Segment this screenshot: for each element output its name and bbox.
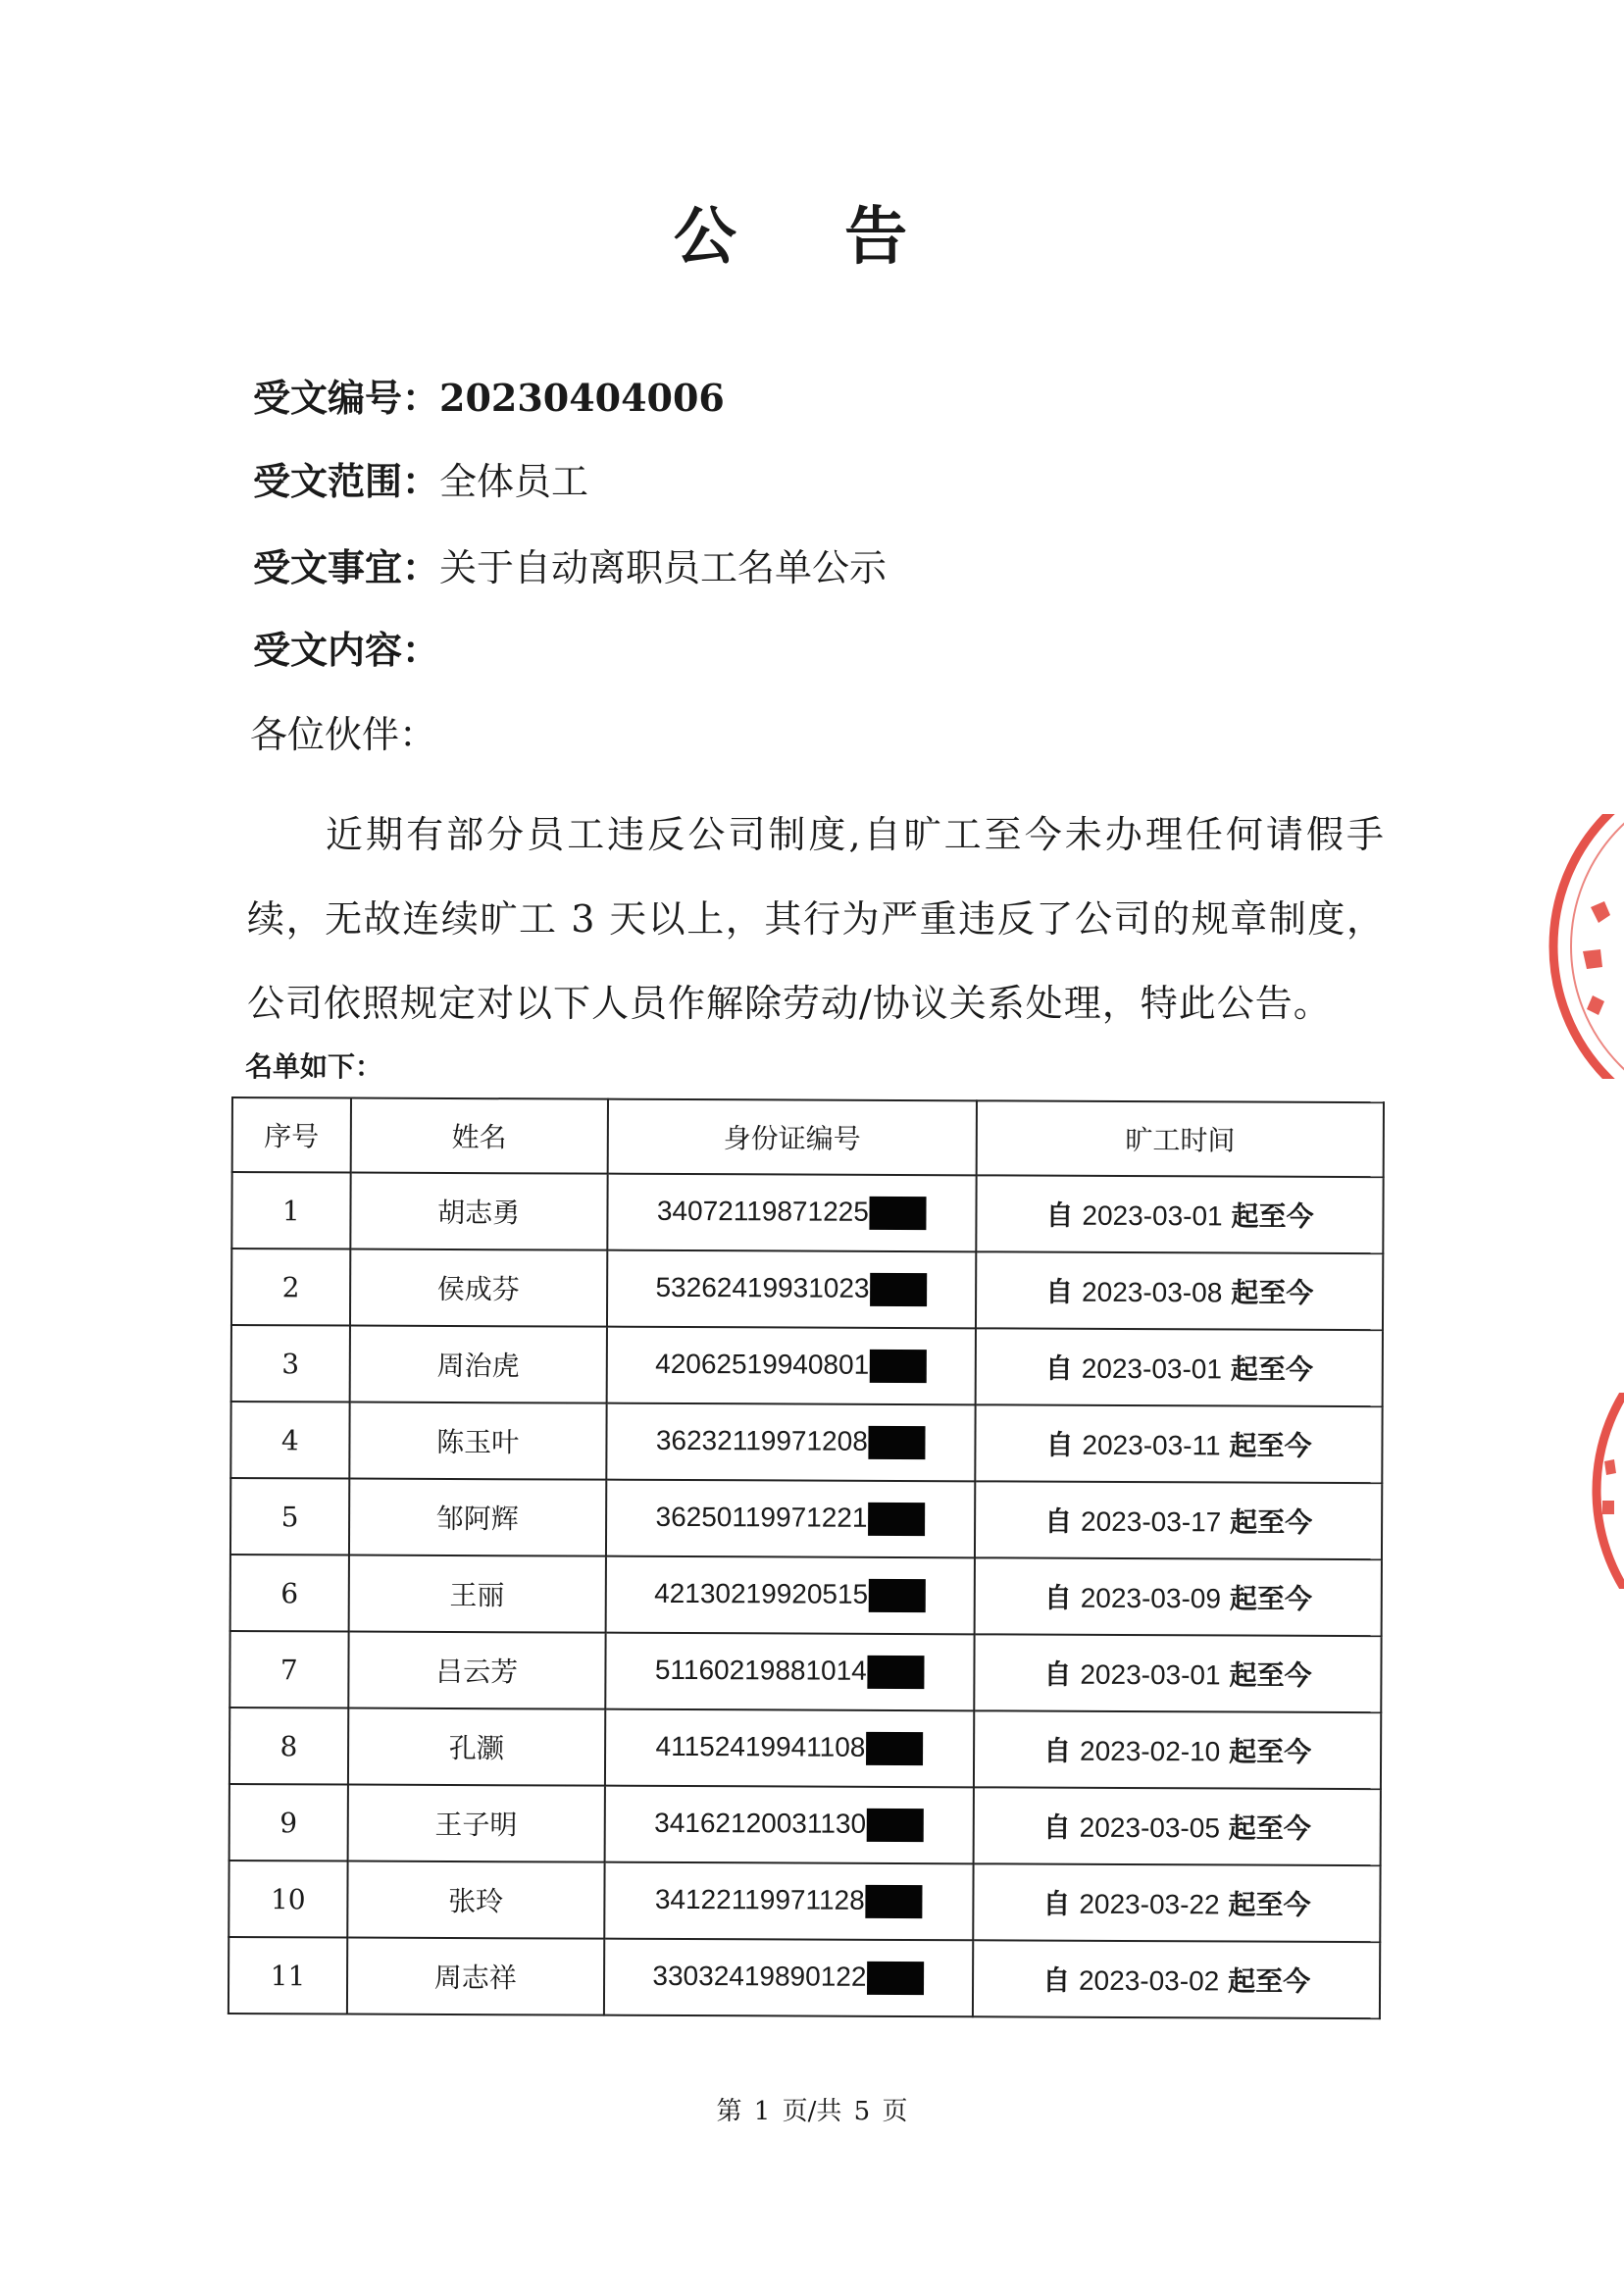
absence-time <box>975 1557 1382 1636</box>
time-prefix: 自 <box>1045 1428 1074 1461</box>
employee-name: 陈玉叶 <box>349 1402 606 1480</box>
table-row <box>231 1325 1383 1406</box>
table-row <box>228 1937 1380 2018</box>
time-suffix: 起至今 <box>1231 1276 1314 1309</box>
absence-time <box>976 1328 1383 1406</box>
table-row <box>231 1172 1383 1253</box>
absence-date: 2023-03-01 <box>1081 1352 1223 1385</box>
id-number-cell <box>607 1250 977 1329</box>
id-number-cell <box>606 1327 976 1405</box>
page-number: 第 1 页/共 5 页 <box>716 2097 908 2126</box>
table-body <box>228 1172 1384 2018</box>
header-absence-time: 旷工时间 <box>977 1100 1384 1177</box>
redaction-block <box>866 1732 923 1765</box>
header-number: 序号 <box>232 1097 351 1173</box>
absence-date: 2023-03-08 <box>1082 1276 1223 1308</box>
time-suffix: 起至今 <box>1228 1811 1311 1845</box>
absence-date: 2023-03-05 <box>1079 1811 1221 1844</box>
absence-date: 2023-03-09 <box>1080 1582 1222 1614</box>
absence-time <box>975 1481 1382 1559</box>
id-number: 53262419931023 <box>655 1271 870 1303</box>
subject-label: 受文事宜： <box>253 546 440 589</box>
doc-number-value: 20230404006 <box>439 376 725 420</box>
row-number: 9 <box>229 1784 348 1861</box>
row-number: 3 <box>231 1325 350 1402</box>
row-number: 7 <box>229 1631 348 1708</box>
time-suffix: 起至今 <box>1229 1429 1312 1462</box>
employee-name: 孔灏 <box>348 1708 605 1786</box>
time-prefix: 自 <box>1045 1198 1074 1232</box>
subject-value: 关于自动离职员工名单公示 <box>439 546 888 589</box>
scope-value: 全体员工 <box>439 460 589 503</box>
table-row <box>230 1555 1382 1636</box>
absence-time <box>976 1175 1383 1253</box>
id-number: 34162120031130 <box>654 1807 867 1839</box>
table-row <box>231 1249 1383 1330</box>
table-row <box>229 1708 1381 1789</box>
table-header-row <box>232 1097 1384 1177</box>
redaction-block <box>869 1579 926 1612</box>
redaction-block <box>870 1350 927 1383</box>
absence-time <box>974 1787 1381 1865</box>
absence-time <box>975 1404 1382 1483</box>
document-title: 公 告 <box>673 201 951 274</box>
table-row <box>230 1402 1382 1483</box>
company-seal-stamp <box>1544 814 1624 1079</box>
doc-number-field <box>253 368 725 422</box>
redaction-block <box>868 1503 925 1536</box>
time-prefix: 自 <box>1044 1504 1073 1538</box>
time-suffix: 起至今 <box>1231 1199 1314 1233</box>
table-row <box>229 1784 1381 1865</box>
absence-date: 2023-02-10 <box>1079 1735 1221 1767</box>
row-number: 8 <box>229 1708 348 1785</box>
content-field <box>253 620 439 674</box>
id-number-cell <box>606 1480 976 1558</box>
time-suffix: 起至今 <box>1230 1505 1313 1539</box>
time-suffix: 起至今 <box>1230 1352 1313 1386</box>
row-number: 2 <box>231 1249 350 1326</box>
employee-name: 吕云芳 <box>348 1632 605 1709</box>
row-number: 10 <box>228 1861 347 1938</box>
employee-name: 王子明 <box>347 1785 604 1862</box>
time-suffix: 起至今 <box>1229 1582 1312 1615</box>
scope-field <box>253 451 588 505</box>
doc-number-label: 受文编号： <box>253 377 440 420</box>
id-number: 34072119871225 <box>656 1195 869 1227</box>
redaction-block <box>870 1197 927 1230</box>
time-prefix: 自 <box>1042 1963 1071 1997</box>
time-prefix: 自 <box>1042 1887 1071 1920</box>
id-number-cell <box>605 1709 975 1788</box>
row-number: 1 <box>231 1172 350 1249</box>
absence-time <box>976 1251 1383 1330</box>
id-number: 51160219881014 <box>654 1654 867 1686</box>
redaction-block <box>866 1885 923 1918</box>
absence-date: 2023-03-22 <box>1079 1888 1220 1920</box>
id-number-cell <box>607 1174 977 1252</box>
id-number-cell <box>604 1939 974 2017</box>
time-prefix: 自 <box>1045 1275 1074 1308</box>
list-intro: 名单如下： <box>245 1050 383 1083</box>
absence-date: 2023-03-01 <box>1080 1658 1221 1691</box>
absence-date: 2023-03-01 <box>1082 1199 1223 1232</box>
employee-name: 胡志勇 <box>350 1173 607 1250</box>
row-number: 11 <box>228 1937 347 2014</box>
employee-name: 周治虎 <box>349 1326 606 1403</box>
time-suffix: 起至今 <box>1228 1888 1311 1921</box>
id-number-cell <box>606 1403 976 1482</box>
time-prefix: 自 <box>1043 1657 1072 1691</box>
absence-time <box>973 1940 1380 2018</box>
greeting: 各位伙伴： <box>250 713 437 756</box>
employee-table <box>228 1096 1385 2019</box>
subject-field <box>253 537 887 591</box>
employee-name: 周志祥 <box>347 1938 604 2015</box>
row-number: 4 <box>230 1402 349 1479</box>
row-number: 6 <box>230 1555 349 1632</box>
absence-date: 2023-03-17 <box>1081 1505 1222 1538</box>
time-prefix: 自 <box>1042 1810 1071 1844</box>
time-suffix: 起至今 <box>1229 1735 1312 1768</box>
id-number: 42130219920515 <box>654 1577 869 1609</box>
header-id-number: 身份证编号 <box>607 1099 977 1176</box>
row-number: 5 <box>230 1478 349 1555</box>
absence-time <box>974 1634 1381 1712</box>
notice-body: 近期有部分员工违反公司制度,自旷工至今未办理任何请假手续，无故连续旷工 3 天以上，其行为严重违反了公司的规章制度，公司依照规定对以下人员作解除劳动/协议关系处理，特此公告。 <box>247 813 1385 1025</box>
id-number-cell <box>605 1556 975 1635</box>
time-prefix: 自 <box>1044 1351 1073 1385</box>
absence-time <box>974 1710 1381 1789</box>
redaction-block <box>867 1962 924 1995</box>
id-number: 42062519940801 <box>655 1348 870 1380</box>
employee-name: 张玲 <box>347 1861 604 1939</box>
table-row <box>228 1861 1380 1942</box>
table-row <box>230 1478 1382 1559</box>
id-number: 41152419941108 <box>655 1730 866 1762</box>
employee-name: 王丽 <box>348 1555 605 1633</box>
absence-date: 2023-03-02 <box>1078 1964 1220 1997</box>
time-suffix: 起至今 <box>1229 1658 1312 1692</box>
time-suffix: 起至今 <box>1228 1964 1311 1998</box>
id-number-cell <box>604 1786 974 1864</box>
absence-time <box>973 1863 1380 1942</box>
employee-name: 邹阿辉 <box>349 1479 606 1556</box>
company-seal-stamp-2 <box>1587 1393 1624 1589</box>
time-prefix: 自 <box>1043 1581 1072 1614</box>
id-number: 34122119971128 <box>654 1883 865 1915</box>
redaction-block <box>870 1273 927 1306</box>
id-number-cell <box>605 1633 975 1711</box>
redaction-block <box>867 1809 924 1842</box>
time-prefix: 自 <box>1043 1734 1072 1767</box>
scope-label: 受文范围： <box>253 460 440 503</box>
header-name: 姓名 <box>350 1098 607 1174</box>
id-number-cell <box>604 1862 974 1941</box>
id-number: 36250119971221 <box>655 1501 868 1533</box>
id-number: 36232119971208 <box>655 1424 868 1456</box>
employee-name: 侯成芬 <box>350 1249 607 1327</box>
table-row <box>229 1631 1381 1712</box>
redaction-block <box>869 1426 926 1459</box>
absence-date: 2023-03-11 <box>1082 1429 1221 1461</box>
redaction-block <box>868 1656 925 1689</box>
content-label: 受文内容： <box>253 629 440 672</box>
id-number: 33032419890122 <box>652 1960 867 1992</box>
